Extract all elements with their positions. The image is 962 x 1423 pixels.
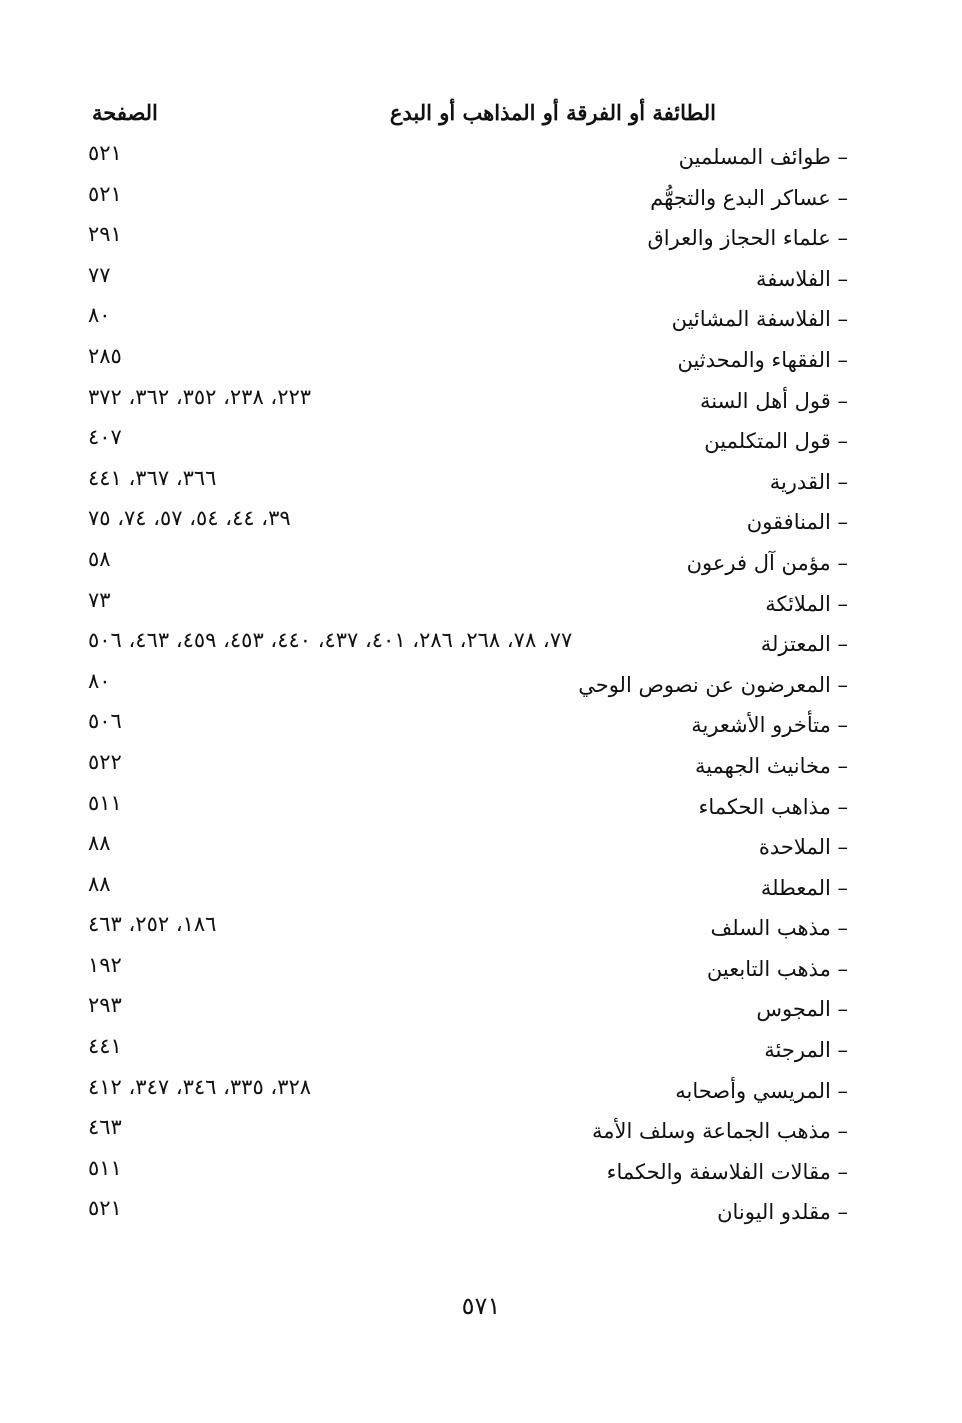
entry-name: – المنافقون [746, 510, 848, 535]
entry-name: – مقلدو اليونان [717, 1200, 848, 1225]
index-entry [88, 502, 848, 543]
entry-pages: ٥١١ [88, 790, 122, 815]
entry-name: – مقالات الفلاسفة والحكماء [606, 1159, 848, 1184]
entry-pages: ٥٢١ [88, 141, 122, 165]
entry-name: – مخانيث الجهمية [694, 753, 848, 778]
entry-pages: ٢٩٣ [88, 993, 122, 1018]
index-entry [88, 1111, 848, 1152]
entry-name: – طوائف المسلمين [678, 145, 848, 169]
index-entry [88, 624, 848, 665]
entry-pages: ٥٢١ [88, 181, 122, 206]
index-entry [88, 949, 848, 990]
entry-pages: ٤٠٧ [88, 425, 122, 450]
entry-pages: ٤٤١ [88, 1034, 122, 1059]
index-entry [88, 1030, 848, 1071]
entry-pages: ٥٨ [88, 546, 111, 571]
entry-name: – قول أهل السنة [699, 388, 848, 413]
entry-pages: ٢٨٥ [88, 343, 122, 368]
index-entry [88, 381, 848, 422]
index-entry [88, 868, 848, 909]
entry-name: – مذاهب الحكماء [698, 794, 848, 819]
index-entry [88, 421, 848, 462]
entry-pages: ٧٧ [88, 262, 111, 287]
entry-name: – المريسي وأصحابه [675, 1078, 848, 1103]
index-entry [88, 1071, 848, 1112]
entry-name: – مذهب السلف [710, 916, 848, 941]
entry-pages: ٥٠٦ [88, 709, 122, 734]
entry-name: – القدرية [769, 469, 848, 494]
index-entry [88, 989, 848, 1030]
entry-name: – قول المتكلمين [704, 429, 848, 454]
index-entry [88, 259, 848, 300]
index-entry [88, 584, 848, 625]
entry-name: – عساكر البدع والتجهُّم [650, 185, 848, 210]
column-title-page: الصفحة [92, 100, 158, 125]
entry-name: – مؤمن آل فرعون [686, 550, 848, 575]
index-entry [88, 787, 848, 828]
entry-name: – مذهب الجماعة وسلف الأمة [591, 1119, 848, 1144]
entry-pages: ٨٠ [88, 303, 111, 328]
entry-pages: ٧٣ [88, 587, 111, 612]
entry-pages: ٣٩، ٤٤، ٥٤، ٥٧، ٧٤، ٧٥ [88, 506, 291, 531]
index-list [88, 137, 848, 1233]
index-entry [88, 705, 848, 746]
index-entry [88, 462, 848, 503]
entry-name: – المعرضون عن نصوص الوحي [578, 672, 848, 697]
entry-name: – الفلاسفة المشائين [671, 307, 848, 332]
index-entry [88, 1192, 848, 1233]
entry-pages: ٥١١ [88, 1155, 122, 1180]
index-entry [88, 340, 848, 381]
index-entry [88, 299, 848, 340]
index-entry [88, 218, 848, 259]
index-entry [88, 746, 848, 787]
index-entry [88, 543, 848, 584]
index-entry [88, 665, 848, 706]
index-entry [88, 137, 848, 178]
entry-pages: ٥٢١ [88, 1196, 122, 1221]
entry-name: – متأخرو الأشعرية [691, 713, 848, 738]
index-entry [88, 1152, 848, 1193]
entry-pages: ٣٦٦، ٣٦٧، ٤٤١ [88, 465, 217, 490]
entry-pages: ١٨٦، ٢٥٢، ٤٦٣ [88, 912, 217, 937]
index-entry [88, 908, 848, 949]
entry-pages: ٤٦٣ [88, 1115, 122, 1140]
entry-pages: ٢٢٣، ٢٣٨، ٣٥٢، ٣٦٢، ٣٧٢ [88, 384, 312, 409]
index-entry [88, 178, 848, 219]
entry-pages: ٢٩١ [88, 222, 122, 247]
column-title-sect: الطائفة أو الفرقة أو المذاهب أو البدع [389, 100, 716, 125]
entry-pages: ٣٢٨، ٣٣٥، ٣٤٦، ٣٤٧، ٤١٢ [88, 1074, 312, 1099]
entry-pages: ٨٨ [88, 871, 111, 896]
entry-name: – الفلاسفة [755, 266, 848, 291]
entry-name: – المعتزلة [760, 632, 848, 657]
entry-pages: ١٩٢ [88, 952, 122, 977]
entry-name: – مذهب التابعين [706, 956, 848, 981]
entry-name: – الملاحدة [758, 835, 848, 860]
entry-name: – المعطلة [760, 875, 848, 900]
entry-name: – الفقهاء والمحدثين [677, 347, 848, 372]
entry-pages: ٨٨ [88, 831, 111, 856]
page-number: ٥٧١ [461, 1292, 501, 1320]
index-entry [88, 827, 848, 868]
entry-pages: ٨٠ [88, 668, 111, 693]
entry-name: – المرجئة [764, 1038, 848, 1063]
index-header [88, 100, 848, 134]
entry-name: – علماء الحجاز والعراق [647, 226, 848, 251]
entry-pages: ٥٢٢ [88, 749, 122, 774]
entry-pages: ٧٧، ٧٨، ٢٦٨، ٢٨٦، ٤٠١، ٤٣٧، ٤٤٠، ٤٥٣، ٤٥٩، ٤٦٣، ٥٠٦ [88, 628, 573, 653]
entry-name: – الملائكة [765, 591, 848, 616]
entry-name: – المجوس [756, 997, 848, 1022]
